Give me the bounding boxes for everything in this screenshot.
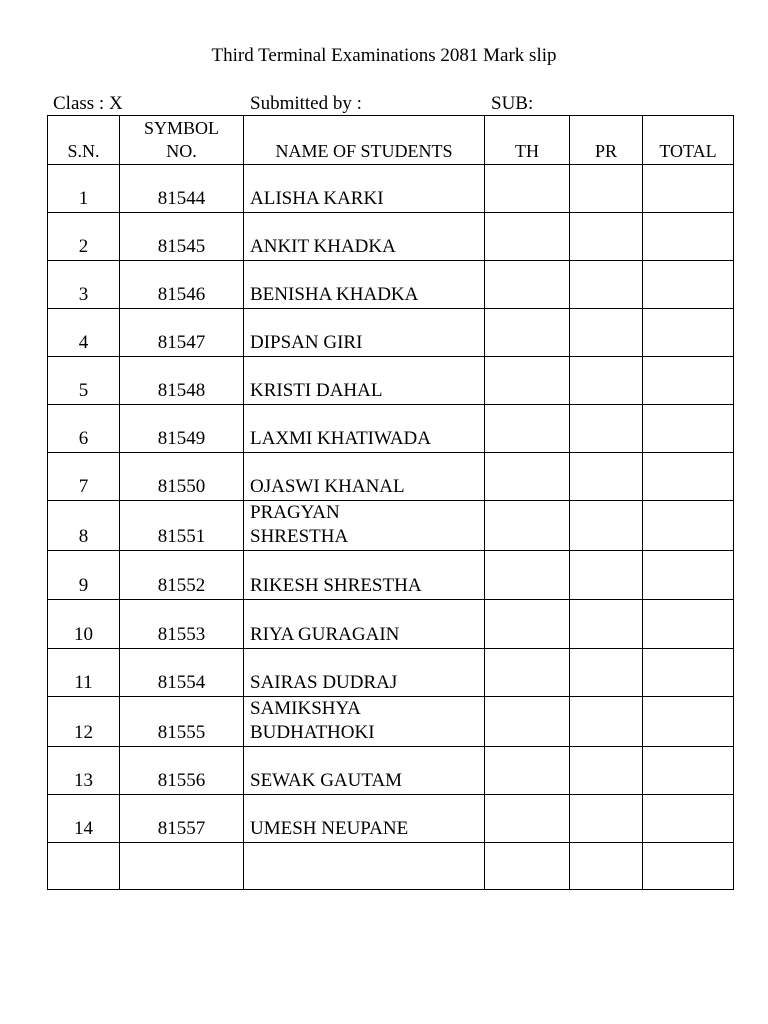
cell-name: OJASWI KHANAL [244, 453, 485, 501]
header-sn: S.N. [48, 116, 120, 165]
mark-slip-table [47, 115, 734, 890]
header-total: TOTAL [643, 116, 734, 165]
cell-name-line2: SHRESTHA [250, 526, 349, 547]
table-row-empty [48, 843, 734, 890]
cell-total[interactable] [643, 357, 734, 405]
cell-th[interactable] [485, 747, 570, 795]
cell-sn: 2 [48, 213, 120, 261]
cell-total[interactable] [643, 213, 734, 261]
cell-symbol: 81553 [120, 600, 244, 649]
cell-total[interactable] [643, 165, 734, 213]
cell-total[interactable] [643, 649, 734, 697]
cell-pr[interactable] [570, 600, 643, 649]
cell-th[interactable] [485, 551, 570, 600]
cell-pr[interactable] [570, 501, 643, 551]
cell-name: BENISHA KHADKA [244, 261, 485, 309]
cell-pr[interactable] [570, 697, 643, 747]
cell-th[interactable] [485, 501, 570, 551]
header-pr: PR [570, 116, 643, 165]
table-row [48, 261, 734, 309]
cell-name: KRISTI DAHAL [244, 357, 485, 405]
cell-th[interactable] [485, 309, 570, 357]
cell-sn: 4 [48, 309, 120, 357]
cell-total[interactable] [643, 843, 734, 890]
cell-total[interactable] [643, 795, 734, 843]
cell-symbol: 81545 [120, 213, 244, 261]
cell-name: LAXMI KHATIWADA [244, 405, 485, 453]
cell-sn: 8 [48, 501, 120, 551]
cell-symbol: 81556 [120, 747, 244, 795]
cell-name: DIPSAN GIRI [244, 309, 485, 357]
table-row [48, 795, 734, 843]
cell-pr[interactable] [570, 795, 643, 843]
cell-total[interactable] [643, 261, 734, 309]
table-row [48, 405, 734, 453]
page-title: Third Terminal Examinations 2081 Mark slip [211, 45, 557, 66]
cell-sn: 3 [48, 261, 120, 309]
cell-total[interactable] [643, 405, 734, 453]
cell-sn: 10 [48, 600, 120, 649]
cell-sn: 7 [48, 453, 120, 501]
cell-symbol: 81554 [120, 649, 244, 697]
cell-name-line1: PRAGYAN [250, 502, 340, 523]
cell-name [244, 501, 485, 551]
subject-label: SUB: [491, 93, 534, 114]
cell-symbol: 81546 [120, 261, 244, 309]
header-symbol-line2: NO. [166, 141, 197, 161]
submitted-by-label: Submitted by : [250, 93, 362, 114]
cell-pr[interactable] [570, 213, 643, 261]
cell-pr[interactable] [570, 309, 643, 357]
cell-th[interactable] [485, 697, 570, 747]
cell-name [244, 697, 485, 747]
header-symbol-no [120, 116, 244, 165]
cell-name: UMESH NEUPANE [244, 795, 485, 843]
table-row [48, 213, 734, 261]
header-th: TH [485, 116, 570, 165]
cell-symbol[interactable] [120, 843, 244, 890]
cell-sn: 11 [48, 649, 120, 697]
cell-symbol: 81544 [120, 165, 244, 213]
cell-symbol: 81557 [120, 795, 244, 843]
cell-pr[interactable] [570, 551, 643, 600]
cell-name: SEWAK GAUTAM [244, 747, 485, 795]
cell-th[interactable] [485, 261, 570, 309]
cell-pr[interactable] [570, 405, 643, 453]
table-row [48, 357, 734, 405]
cell-name-line1: SAMIKSHYA [250, 698, 361, 719]
cell-sn: 14 [48, 795, 120, 843]
cell-pr[interactable] [570, 843, 643, 890]
cell-name[interactable] [244, 843, 485, 890]
cell-symbol: 81547 [120, 309, 244, 357]
table-row [48, 453, 734, 501]
cell-sn: 13 [48, 747, 120, 795]
cell-name: ALISHA KARKI [244, 165, 485, 213]
cell-th[interactable] [485, 795, 570, 843]
cell-sn: 5 [48, 357, 120, 405]
cell-total[interactable] [643, 453, 734, 501]
cell-pr[interactable] [570, 453, 643, 501]
cell-sn: 9 [48, 551, 120, 600]
cell-th[interactable] [485, 213, 570, 261]
cell-name: ANKIT KHADKA [244, 213, 485, 261]
cell-th[interactable] [485, 843, 570, 890]
table-row [48, 501, 734, 551]
cell-name: RIKESH SHRESTHA [244, 551, 485, 600]
table-row [48, 309, 734, 357]
header-symbol-line1: SYMBOL [143, 118, 219, 138]
cell-symbol: 81555 [120, 697, 244, 747]
cell-th[interactable] [485, 453, 570, 501]
cell-total[interactable] [643, 501, 734, 551]
table-row [48, 600, 734, 649]
cell-symbol: 81548 [120, 357, 244, 405]
cell-th[interactable] [485, 600, 570, 649]
cell-sn: 12 [48, 697, 120, 747]
cell-name-line2: BUDHATHOKI [250, 722, 375, 743]
table-row [48, 165, 734, 213]
table-row [48, 697, 734, 747]
cell-pr[interactable] [570, 261, 643, 309]
table-row [48, 551, 734, 600]
cell-total[interactable] [643, 309, 734, 357]
cell-symbol: 81550 [120, 453, 244, 501]
cell-symbol: 81551 [120, 501, 244, 551]
cell-total[interactable] [643, 600, 734, 649]
cell-pr[interactable] [570, 747, 643, 795]
cell-th[interactable] [485, 165, 570, 213]
cell-sn: 6 [48, 405, 120, 453]
cell-total[interactable] [643, 747, 734, 795]
cell-name: SAIRAS DUDRAJ [244, 649, 485, 697]
table-row [48, 747, 734, 795]
cell-sn[interactable] [48, 843, 120, 890]
cell-pr[interactable] [570, 357, 643, 405]
cell-total[interactable] [643, 551, 734, 600]
cell-symbol: 81552 [120, 551, 244, 600]
table-row [48, 649, 734, 697]
cell-th[interactable] [485, 649, 570, 697]
cell-total[interactable] [643, 697, 734, 747]
cell-name: RIYA GURAGAIN [244, 600, 485, 649]
cell-th[interactable] [485, 405, 570, 453]
header-row [48, 116, 734, 165]
cell-pr[interactable] [570, 649, 643, 697]
cell-th[interactable] [485, 357, 570, 405]
cell-pr[interactable] [570, 165, 643, 213]
class-label: Class : X [53, 93, 123, 114]
header-name: NAME OF STUDENTS [244, 116, 485, 165]
cell-sn: 1 [48, 165, 120, 213]
cell-symbol: 81549 [120, 405, 244, 453]
